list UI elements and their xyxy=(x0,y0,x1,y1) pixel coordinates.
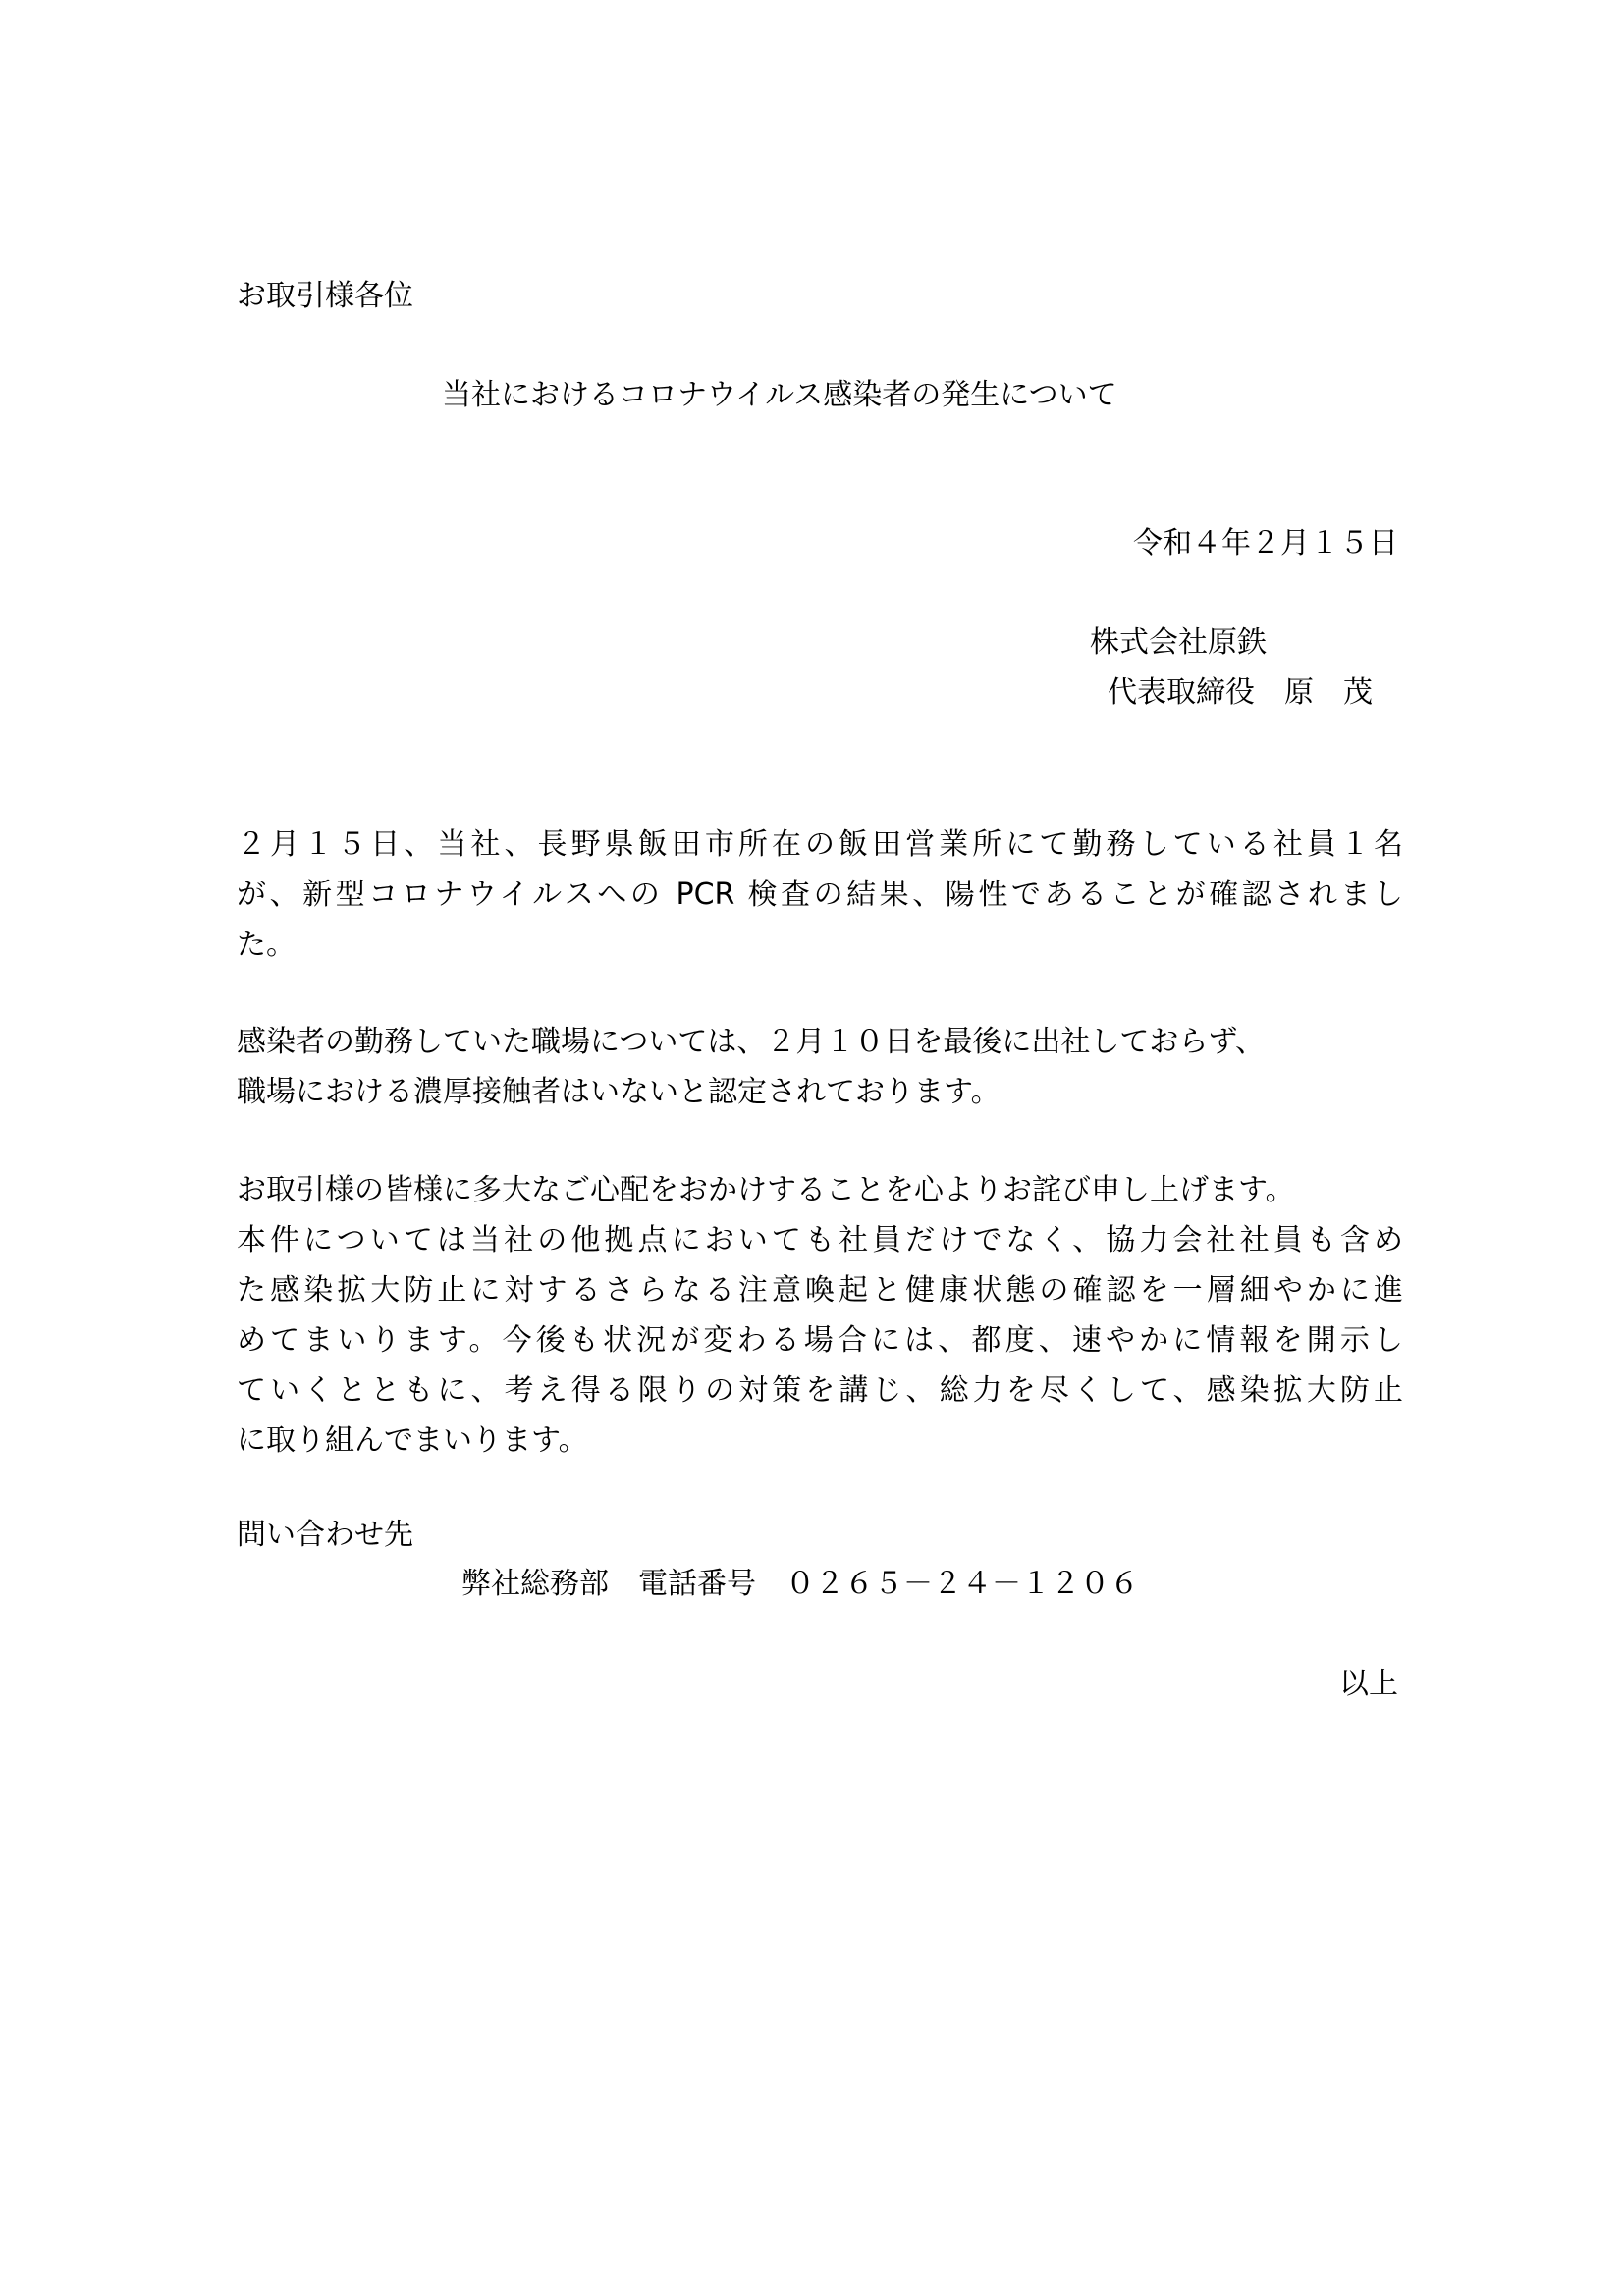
paragraph-line: 感染者の勤務していた職場については、２月１０日を最後に出社しておらず、 xyxy=(237,1025,1265,1059)
paragraph-line: 職場における濃厚接触者はいないと認定されております。 xyxy=(237,1075,1001,1109)
paragraph-line: ていくとともに、考え得る限りの対策を講じ、総力を尽くして、感染拡大防止 xyxy=(237,1373,1403,1408)
paragraph-line: た。 xyxy=(237,928,296,962)
document-title: 当社におけるコロナウイルス感染者の発生について xyxy=(442,378,1117,412)
addressee: お取引様各位 xyxy=(237,279,413,313)
paragraph-line: た感染拡大防止に対するさらなる注意喚起と健康状態の確認を一層細やかに進 xyxy=(237,1273,1403,1308)
paragraph-line: 本件については当社の他拠点においても社員だけでなく、協力会社社員も含め xyxy=(237,1223,1403,1257)
representative-name: 代表取締役 原 茂 xyxy=(1108,675,1373,710)
closing-remark: 以上 xyxy=(1339,1667,1398,1701)
contact-detail: 弊社総務部 電話番号 ０２６５－２４－１２０６ xyxy=(461,1567,1139,1601)
company-name: 株式会社原鉄 xyxy=(1090,625,1267,660)
contact-label: 問い合わせ先 xyxy=(237,1518,413,1552)
paragraph-line: ２月１５日、当社、長野県飯田市所在の飯田営業所にて勤務している社員１名 xyxy=(237,828,1403,862)
paragraph-line: が、新型コロナウイルスへの PCR 検査の結果、陽性であることが確認されまし xyxy=(237,878,1403,912)
issue-date: 令和４年２月１５日 xyxy=(1133,526,1398,561)
paragraph-line: お取引様の皆様に多大なご心配をおかけすることを心よりお詫び申し上げます。 xyxy=(237,1173,1295,1207)
paragraph-notice xyxy=(237,820,1403,970)
paragraph-apology xyxy=(237,1165,1403,1466)
paragraph-line: めてまいります。今後も状況が変わる場合には、都度、速やかに情報を開示し xyxy=(237,1323,1403,1358)
paragraph-workplace xyxy=(237,1017,1403,1117)
paragraph-line: に取り組んでまいります。 xyxy=(237,1423,588,1458)
